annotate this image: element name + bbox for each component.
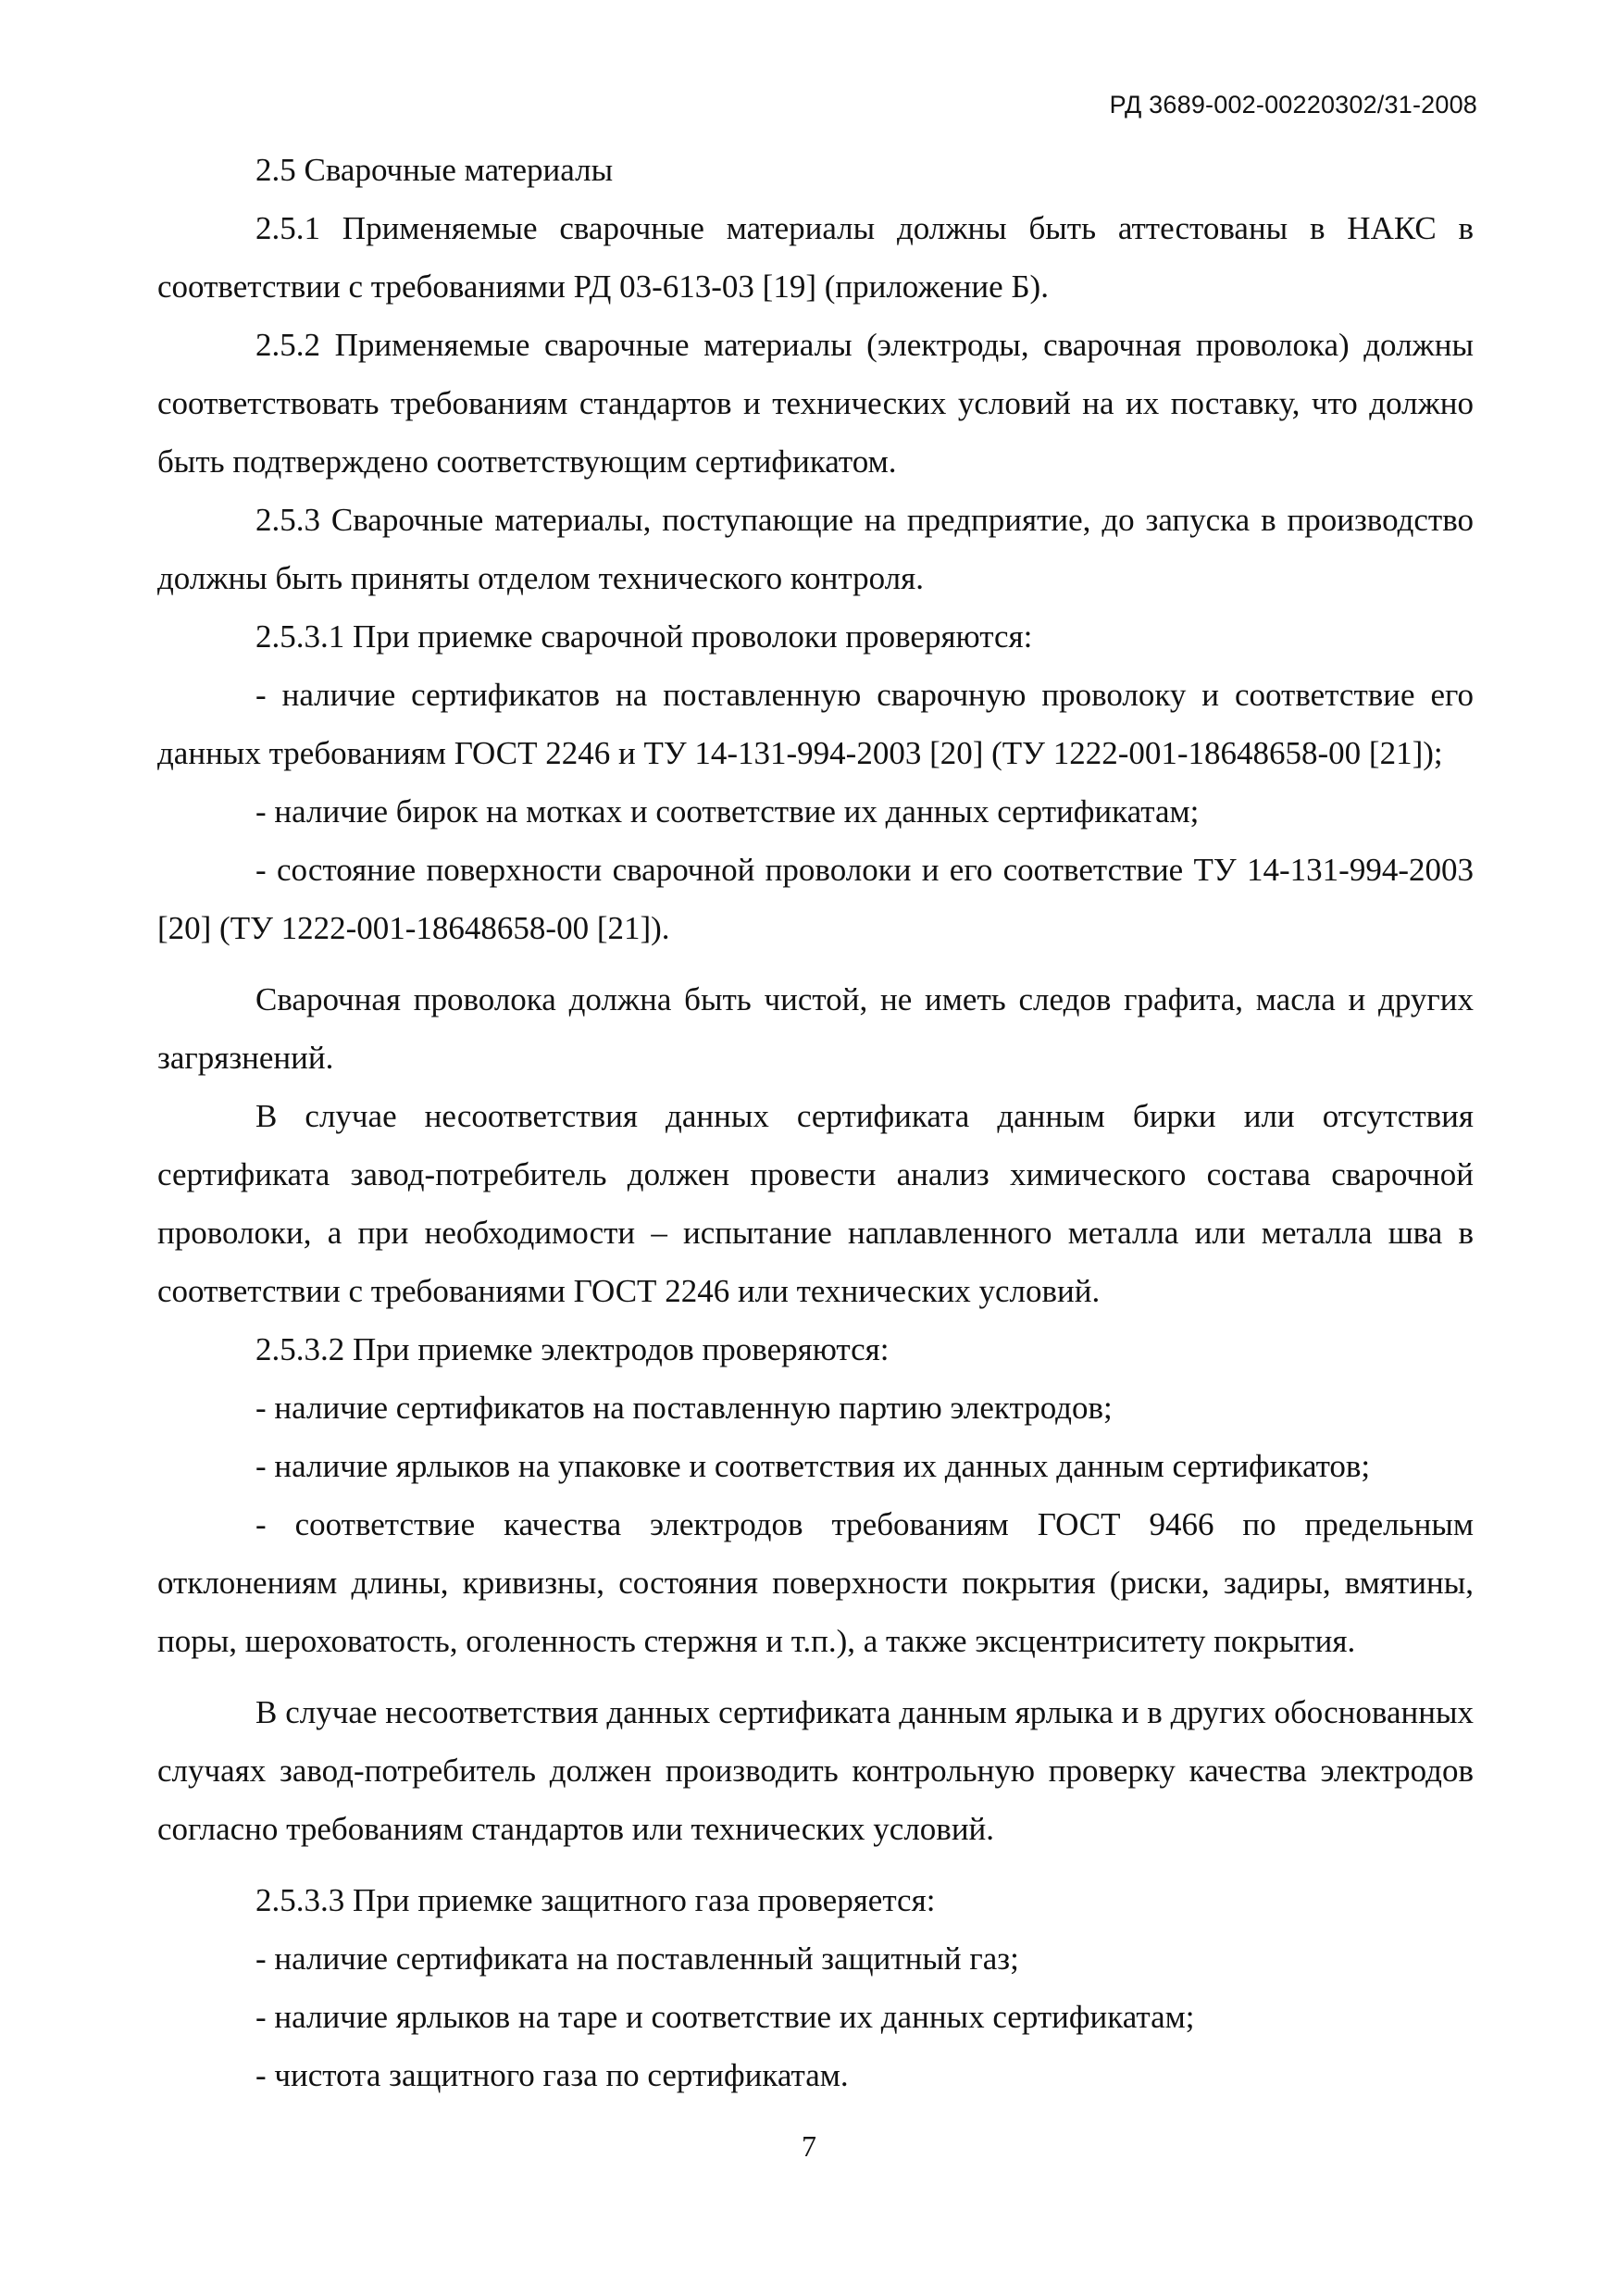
list-item: - наличие сертификатов на поставленную партию электродов; [255, 1390, 1113, 1426]
paragraph-wire-nonconformity: В случае несоответствия данных сертификата данным бирки или отсутствия сертификата завод-потребитель должен провести анализ химического состава сварочной проволоки, а при необходимости – испытание наплавленного металла или металла шва в соответствии с требованиями ГОСТ 2246 или технических условий. [157, 1098, 1474, 1309]
paragraph-2-5-3-1: 2.5.3.1 При приемке сварочной проволоки проверяются: [255, 618, 1033, 655]
paragraph-2-5-3-3: 2.5.3.3 При приемке защитного газа проверяется: [255, 1882, 936, 1918]
list-item: - наличие бирок на мотках и соответствие их данных сертификатам; [255, 793, 1200, 830]
page-number: 7 [802, 2129, 816, 2163]
document-code: РД 3689-002-00220302/31-2008 [1109, 91, 1477, 119]
paragraph-2-5-3: 2.5.3 Сварочные материалы, поступающие на предприятие, до запуска в производство должны быть приняты отделом технического контроля. [157, 502, 1474, 596]
section-heading: 2.5 Сварочные материалы [255, 152, 614, 188]
paragraph-electrode-nonconformity: В случае несоответствия данных сертификата данным ярлыка и в других обоснованных случаях завод-потребитель должен производить контрольную проверку качества электродов согласно требованиям стандартов или технических условий. [157, 1694, 1474, 1847]
paragraph-2-5-3-2: 2.5.3.2 При приемке электродов проверяются: [255, 1331, 890, 1367]
list-item: - чистота защитного газа по сертификатам. [255, 2057, 849, 2093]
list-item: - наличие ярлыков на таре и соответствие их данных сертификатам; [255, 1999, 1195, 2035]
list-item: - соответствие качества электродов требованиям ГОСТ 9466 по предельным отклонениям длины, кривизны, состояния поверхности покрытия (риски, задиры, вмятины, поры, шероховатость, оголенность стержня и т.п.), а также эксцентриситету покрытия. [157, 1506, 1474, 1659]
list-item: - состояние поверхности сварочной проволоки и его соответствие ТУ 14-131-994-2003 [20] (ТУ 1222-001-18648658-00 [21]). [157, 852, 1474, 946]
list-item: - наличие ярлыков на упаковке и соответствия их данных данным сертификатов; [255, 1448, 1371, 1484]
paragraph-2-5-1: 2.5.1 Применяемые сварочные материалы должны быть аттестованы в НАКС в соответствии с требованиями РД 03-613-03 [19] (приложение Б). [157, 210, 1474, 305]
paragraph-2-5-2: 2.5.2 Применяемые сварочные материалы (электроды, сварочная проволока) должны соответствовать требованиям стандартов и технических условий на их поставку, что должно быть подтверждено соответствующим сертификатом. [157, 327, 1474, 480]
list-item: - наличие сертификатов на поставленную сварочную проволоку и соответствие его данных требованиям ГОСТ 2246 и ТУ 14-131-994-2003 [20] (ТУ 1222-001-18648658-00 [21]); [157, 677, 1474, 771]
paragraph-wire-cleanliness: Сварочная проволока должна быть чистой, не иметь следов графита, масла и других загрязнений. [157, 981, 1474, 1076]
list-item: - наличие сертификата на поставленный защитный газ; [255, 1940, 1019, 1977]
document-body [157, 141, 1474, 2104]
